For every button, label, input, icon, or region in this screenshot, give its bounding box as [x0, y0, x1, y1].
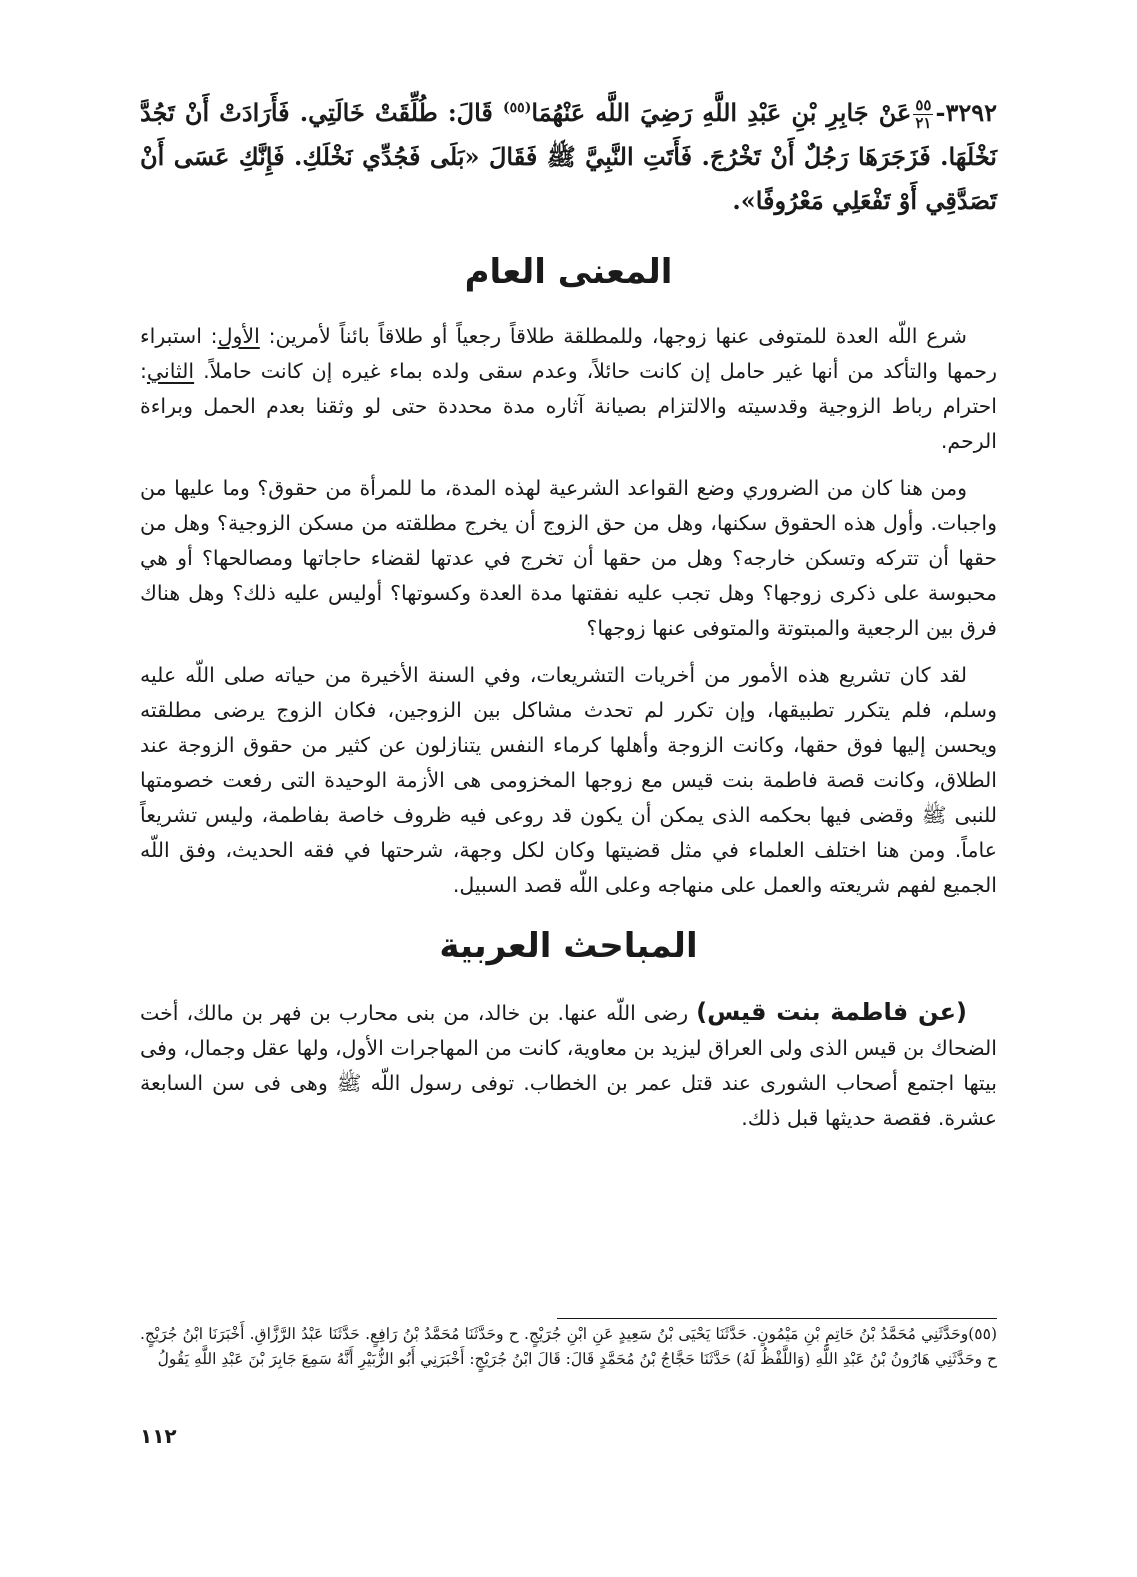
paragraph-4 — [140, 995, 997, 1136]
paragraph-1-part-b: : استبراء رحمها والتأكد من أنها غير حامل إن كانت حائلاً، وعدم سقى ولده بماء غيره إن كانت حاملاً. — [140, 324, 997, 383]
paragraph-1-part-c: : احترام رباط الزوجية وقدسيته والالتزام بصيانة آثاره مدة محددة حتى لو وثقنا بعدم الحمل وبراءة الرحم. — [140, 359, 997, 453]
paragraph-3: لقد كان تشريع هذه الأمور من أخريات التشريعات، وفي السنة الأخيرة من حياته صلى اللّه عليه وسلم، فلم يتكرر تطبيقها، وإن تكرر لم تحدث مشاكل بين الزوجين، فكان الزوج يرضى مطلقته ويحسن إليها فوق حقها، وكانت الزوجة وأهلها كرماء النفس يتنازلون عن كثير من حقوق الزوجة عند الطلاق، وكانت قصة فاطمة بنت قيس مع زوجها المخزومى هى الأزمة الوحيدة التى رفعت خصومتها للنبى ﷺ وقضى فيها بحكمه الذى يمكن أن يكون قد روعى فيه ظروف خاصة بفاطمة، وليس تشريعاً عاماً. ومن هنا اختلف العلماء في مثل قضيتها وكان لكل وجهة، شرحتها في فقه الحديث، وفق اللّه الجميع لفهم شريعته والعمل على منهاجه وعلى اللّه قصد السبيل. — [140, 663, 997, 897]
second-reason-label: الثاني — [146, 359, 195, 383]
hadith-number: ٣٢٩٢- — [935, 98, 997, 127]
paragraph-1 — [140, 319, 997, 459]
first-reason-label: الأول — [217, 324, 260, 348]
footnote: (٥٥)وحَدَّثَنِي مُحَمَّدُ بْنُ حَاتِمِ بْنِ مَيْمُونٍ. حَدَّثَنَا يَحْيَى بْنُ سَعِيدٍ عَنِ ابْنِ جُرَيْجٍ. ح وحَدَّثَنَا مُحَمَّدُ بْنُ رَافِعٍ. حَدَّثَنَا عَبْدُ الرَّزَّاقِ. أَخْبَرَنَا ابْنُ جُرَيْجٍ. ح وحَدَّثَنِي هَارُونُ بْنُ عَبْدِ اللَّهِ (وَاللَّفْظُ لَهُ) حَدَّثَنَا حَجَّاجُ بْنُ مُحَمَّدٍ قَالَ: قَالَ ابْنُ جُرَيْجٍ: أَخْبَرَنِي أَبُو الزُّبَيْرِ أَنَّهُ سَمِعَ جَابِرَ بْنَ عَبْدِ اللَّهِ يَقُولُ — [140, 1325, 997, 1368]
paragraph-2: ومن هنا كان من الضروري وضع القواعد الشرعية لهذه المدة، ما للمرأة من حقوق؟ وما عليها من واجبات. وأول هذه الحقوق سكنها، وهل من حق الزوج أن يخرج مطلقته من مسكن الزوجية؟ وهل من حقها أن تتركه وتسكن خارجه؟ وهل من حقها أن تخرج في عدتها لقضاء حاجاتها ومصالحها؟ أو هي محبوسة على ذكرى زوجها؟ وهل تجب عليه نفقتها مدة العدة وكسوتها؟ أوليس عليه ذلك؟ وهل هناك فرق بين الرجعية والمبتوتة والمتوفى عنها زوجها؟ — [140, 476, 997, 640]
page-number: ١١٢ — [140, 1424, 177, 1448]
footnote-reference: (٥٥) — [503, 100, 532, 116]
paragraph-4-body: رضى اللّه عنها. بن خالد، من بنى محارب بن فهر بن مالك، أخت الضحاك بن قيس الذى ولى العراق ليزيد بن معاوية، كانت من المهاجرات الأول، ولها عقل وجمال، وفى بيتها اجتمع أصحاب الشورى عند قتل عمر بن الخطاب. توفى رسول اللّه ﷺ وهى فى سن السابعة عشرة. فقصة حديثها قبل ذلك. — [140, 1001, 997, 1130]
hadith-text — [140, 86, 997, 223]
footnote-divider — [557, 1318, 997, 1319]
paragraph-4-lead: (عن فاطمة بنت قيس) — [696, 998, 968, 1026]
fraction-top: ٥٥ — [915, 96, 932, 114]
paragraph-1-part-a: شرع اللّه العدة للمتوفى عنها زوجها، وللمطلقة طلاقاً رجعياً أو طلاقاً بائناً لأمرين: — [259, 324, 967, 348]
fraction-bottom: ٢١ — [915, 114, 932, 132]
hadith-text-part-2: قَالَ: طُلِّقَتْ خَالَتِي. فَأَرَادَتْ أَنْ تَجُدَّ نَخْلَهَا. فَزَجَرَهَا رَجُلٌ أَنْ تَخْرُجَ. فَأَتَتِ النَّبِيَّ ﷺ فَقَالَ «بَلَى فَجُدِّي نَخْلَكِ. فَإِنَّكِ عَسَى أَنْ تَصَدَّقِي أَوْ تَفْعَلِي مَعْرُوفًا». — [140, 98, 997, 215]
section-heading-arabic-studies: المباحث العربية — [439, 926, 698, 966]
section-heading-general-meaning: المعنى العام — [464, 252, 673, 292]
hadith-text-part-1: عَنْ جَابِرِ بْنِ عَبْدِ اللَّهِ رَضِيَ اللَّه عَنْهُمَا — [531, 98, 912, 127]
hadith-fraction — [913, 97, 933, 132]
